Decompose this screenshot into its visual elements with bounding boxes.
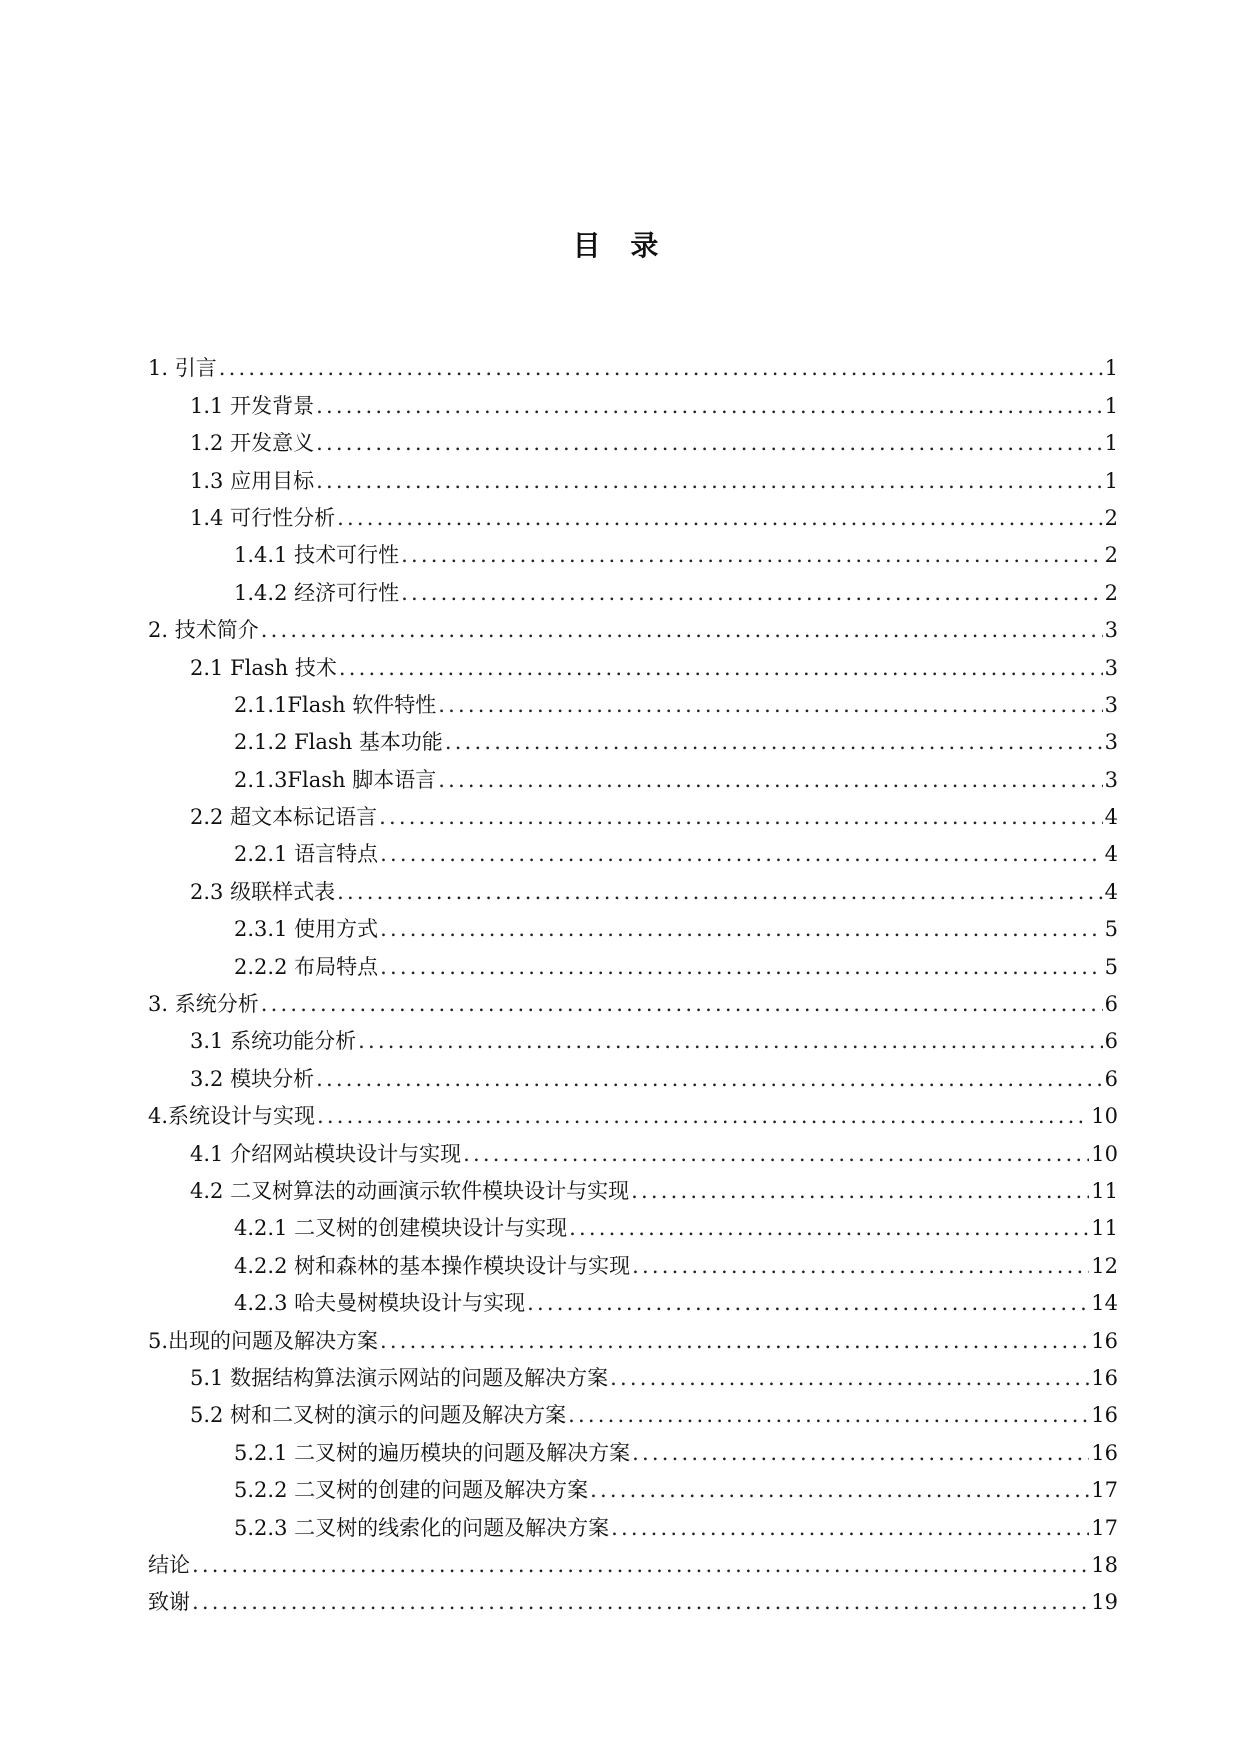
toc-entry-page: 2 <box>1104 505 1118 530</box>
toc-entry-page: 3 <box>1104 730 1118 755</box>
toc-entry-page: 17 <box>1091 1515 1118 1540</box>
toc-entry-label: 1.1 开发背景 <box>190 393 315 418</box>
toc-entry-page: 16 <box>1091 1365 1118 1390</box>
toc-entry-label: 2. 技术简介 <box>148 618 259 643</box>
toc-entry-page: 4 <box>1104 842 1118 867</box>
toc-entry-page: 10 <box>1091 1104 1118 1129</box>
toc-entry-page: 16 <box>1091 1403 1118 1428</box>
toc-entry-page: 3 <box>1104 692 1118 717</box>
toc-entry[interactable] <box>148 1023 1118 1060</box>
toc-entry[interactable] <box>148 1285 1118 1322</box>
toc-entry-page: 1 <box>1104 431 1118 456</box>
toc-dot-leader <box>401 575 1103 612</box>
toc-entry-page: 6 <box>1104 1066 1118 1091</box>
toc-entry-label: 4.2.2 树和森林的基本操作模块设计与实现 <box>234 1253 631 1278</box>
toc-dot-leader <box>632 1248 1089 1285</box>
toc-entry-label: 2.1.3Flash 脚本语言 <box>234 767 437 792</box>
toc-entry[interactable] <box>148 425 1118 462</box>
toc-dot-leader <box>192 1547 1089 1584</box>
toc-dot-leader <box>590 1472 1089 1509</box>
toc-entry[interactable] <box>148 1098 1118 1135</box>
toc-dot-leader <box>192 1584 1089 1621</box>
toc-entry[interactable] <box>148 1547 1118 1584</box>
toc-entry-page: 3 <box>1104 655 1118 680</box>
toc-entry[interactable] <box>148 799 1118 836</box>
toc-entry-label: 5.2.2 二叉树的创建的问题及解决方案 <box>234 1478 589 1503</box>
toc-entry-page: 5 <box>1104 954 1118 979</box>
toc-dot-leader <box>337 874 1103 911</box>
toc-entry[interactable] <box>148 836 1118 873</box>
toc-dot-leader <box>317 1098 1089 1135</box>
table-of-contents <box>148 350 1118 1621</box>
toc-entry[interactable] <box>148 1509 1118 1546</box>
toc-dot-leader <box>632 1435 1089 1472</box>
toc-dot-leader <box>527 1285 1089 1322</box>
toc-entry-label: 2.1.2 Flash 基本功能 <box>234 730 443 755</box>
toc-entry[interactable] <box>148 1360 1118 1397</box>
toc-entry-page: 2 <box>1104 543 1118 568</box>
toc-entry-label: 5.1 数据结构算法演示网站的问题及解决方案 <box>190 1365 609 1390</box>
toc-dot-leader <box>631 1173 1089 1210</box>
toc-entry-label: 5.2.3 二叉树的线索化的问题及解决方案 <box>234 1515 610 1540</box>
toc-entry[interactable] <box>148 687 1118 724</box>
toc-dot-leader <box>569 1210 1089 1247</box>
toc-entry[interactable] <box>148 649 1118 686</box>
toc-dot-leader <box>316 1061 1103 1098</box>
toc-dot-leader <box>358 1023 1103 1060</box>
toc-dot-leader <box>261 612 1103 649</box>
toc-entry[interactable] <box>148 387 1118 424</box>
toc-entry-page: 3 <box>1104 618 1118 643</box>
toc-dot-leader <box>445 724 1103 761</box>
toc-entry-page: 6 <box>1104 1029 1118 1054</box>
toc-entry-label: 4.2 二叉树算法的动画演示软件模块设计与实现 <box>190 1178 630 1203</box>
toc-entry[interactable] <box>148 1434 1118 1471</box>
toc-entry[interactable] <box>148 1397 1118 1434</box>
toc-entry-page: 16 <box>1091 1328 1118 1353</box>
toc-entry-page: 19 <box>1091 1590 1118 1615</box>
page-title: 目 录 <box>572 229 669 262</box>
toc-entry[interactable] <box>148 911 1118 948</box>
toc-entry-label: 5.2.1 二叉树的遍历模块的问题及解决方案 <box>234 1440 631 1465</box>
toc-entry-label: 3. 系统分析 <box>148 992 259 1017</box>
toc-dot-leader <box>339 650 1103 687</box>
toc-entry[interactable] <box>148 1247 1118 1284</box>
toc-entry-page: 1 <box>1104 356 1118 381</box>
toc-entry-label: 5.出现的问题及解决方案 <box>148 1328 379 1353</box>
toc-entry-page: 12 <box>1091 1253 1118 1278</box>
toc-entry-label: 2.1.1Flash 软件特性 <box>234 692 437 717</box>
toc-entry-label: 2.2.1 语言特点 <box>234 842 379 867</box>
toc-entry[interactable] <box>148 761 1118 798</box>
toc-entry-label: 1.2 开发意义 <box>190 431 315 456</box>
toc-dot-leader <box>568 1397 1089 1434</box>
toc-entry[interactable] <box>148 574 1118 611</box>
toc-dot-leader <box>610 1360 1089 1397</box>
toc-dot-leader <box>380 911 1103 948</box>
toc-entry-label: 4.2.3 哈夫曼树模块设计与实现 <box>234 1291 526 1316</box>
toc-entry-page: 4 <box>1104 805 1118 830</box>
toc-entry-page: 2 <box>1104 580 1118 605</box>
toc-entry-label: 1.4.2 经济可行性 <box>234 580 400 605</box>
toc-entry[interactable] <box>148 1135 1118 1172</box>
toc-entry[interactable] <box>148 537 1118 574</box>
toc-entry[interactable] <box>148 1322 1118 1359</box>
toc-entry[interactable] <box>148 500 1118 537</box>
toc-entry[interactable] <box>148 350 1118 387</box>
toc-entry-page: 17 <box>1091 1478 1118 1503</box>
toc-entry[interactable] <box>148 462 1118 499</box>
toc-dot-leader <box>438 687 1102 724</box>
toc-entry[interactable] <box>148 1060 1118 1097</box>
toc-entry-label: 4.2.1 二叉树的创建模块设计与实现 <box>234 1216 568 1241</box>
toc-entry-label: 1.4.1 技术可行性 <box>234 543 400 568</box>
toc-dot-leader <box>438 762 1102 799</box>
toc-entry[interactable] <box>148 724 1118 761</box>
toc-entry[interactable] <box>148 948 1118 985</box>
toc-entry-label: 结论 <box>148 1552 190 1577</box>
toc-dot-leader <box>380 836 1103 873</box>
toc-entry-label: 5.2 树和二叉树的演示的问题及解决方案 <box>190 1403 567 1428</box>
toc-entry-label: 2.2.2 布局特点 <box>234 954 379 979</box>
toc-dot-leader <box>316 388 1103 425</box>
toc-entry[interactable] <box>148 986 1118 1023</box>
toc-entry-label: 3.2 模块分析 <box>190 1066 315 1091</box>
toc-entry-page: 1 <box>1104 393 1118 418</box>
toc-dot-leader <box>380 949 1103 986</box>
toc-entry-page: 5 <box>1104 917 1118 942</box>
toc-entry-page: 16 <box>1091 1440 1118 1465</box>
toc-dot-leader <box>463 1136 1089 1173</box>
toc-entry-label: 3.1 系统功能分析 <box>190 1029 357 1054</box>
toc-dot-leader <box>379 799 1103 836</box>
toc-entry-label: 2.3.1 使用方式 <box>234 917 379 942</box>
toc-dot-leader <box>337 500 1103 537</box>
toc-dot-leader <box>380 1323 1089 1360</box>
toc-entry[interactable] <box>148 1210 1118 1247</box>
toc-entry-label: 2.2 超文本标记语言 <box>190 805 378 830</box>
toc-entry-page: 10 <box>1091 1141 1118 1166</box>
toc-entry-page: 4 <box>1104 879 1118 904</box>
toc-entry-page: 3 <box>1104 767 1118 792</box>
toc-entry[interactable] <box>148 1173 1118 1210</box>
toc-dot-leader <box>611 1510 1089 1547</box>
toc-entry-page: 1 <box>1104 468 1118 493</box>
toc-dot-leader <box>401 537 1103 574</box>
toc-entry-label: 2.3 级联样式表 <box>190 879 336 904</box>
toc-dot-leader <box>316 463 1103 500</box>
toc-entry[interactable] <box>148 1472 1118 1509</box>
toc-entry-label: 4.1 介绍网站模块设计与实现 <box>190 1141 462 1166</box>
toc-entry-page: 6 <box>1104 992 1118 1017</box>
toc-entry[interactable] <box>148 1584 1118 1621</box>
toc-dot-leader <box>219 350 1103 387</box>
toc-entry-label: 1.4 可行性分析 <box>190 505 336 530</box>
toc-entry-label: 1.3 应用目标 <box>190 468 315 493</box>
toc-entry[interactable] <box>148 612 1118 649</box>
toc-entry-label: 1. 引言 <box>148 356 217 381</box>
toc-entry-page: 11 <box>1091 1216 1118 1241</box>
toc-entry-label: 2.1 Flash 技术 <box>190 655 337 680</box>
toc-dot-leader <box>316 425 1103 462</box>
toc-entry-label: 4.系统设计与实现 <box>148 1104 316 1129</box>
toc-entry-page: 18 <box>1091 1552 1118 1577</box>
toc-dot-leader <box>261 986 1103 1023</box>
toc-entry[interactable] <box>148 873 1118 910</box>
toc-entry-page: 11 <box>1091 1178 1118 1203</box>
toc-entry-label: 致谢 <box>148 1590 190 1615</box>
toc-entry-page: 14 <box>1091 1291 1118 1316</box>
